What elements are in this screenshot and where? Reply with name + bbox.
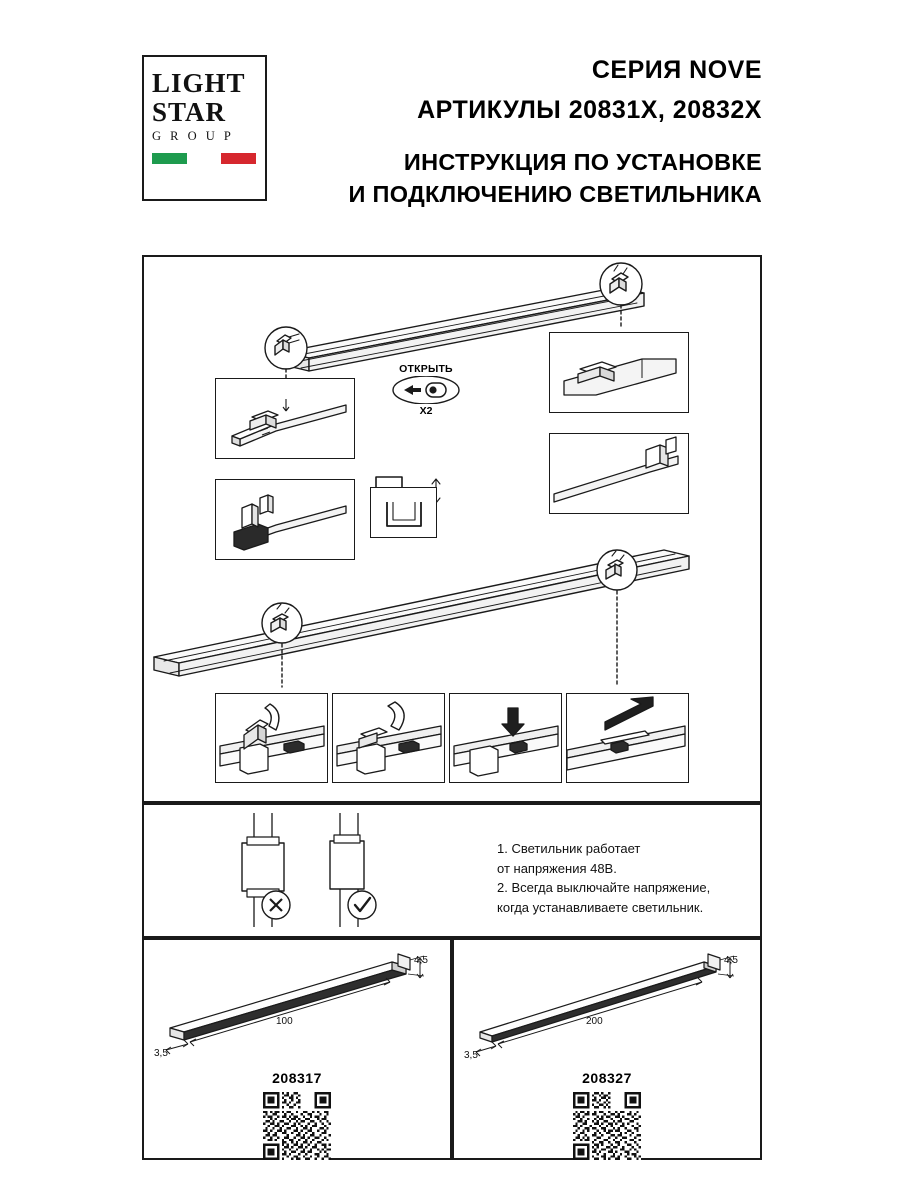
dim-length-208317: 100 [276, 1016, 293, 1027]
open-badge [390, 363, 462, 425]
note-line-1: 1. Светильник работает [497, 841, 641, 856]
series-title: СЕРИЯ NOVE [591, 56, 762, 84]
detail-box-insert-right [549, 332, 689, 413]
open-badge-count: X2 [419, 405, 433, 417]
product-code-208327: 208327 [582, 1070, 632, 1086]
note-line-3: 2. Всегда выключайте напряжение, [497, 880, 711, 895]
callout-left-middle [262, 603, 302, 643]
detail-box-step-3 [449, 693, 562, 783]
profile-shape-right [460, 429, 527, 480]
logo-line-2: STAR [152, 97, 227, 128]
note-line-2: от напряжения 48В. [497, 860, 617, 876]
detail-box-insert-left [215, 378, 355, 459]
logo-group-text: G R O U P [152, 129, 234, 144]
dim-height-208317: 4,5 [414, 955, 428, 966]
qr-code-208317 [263, 1092, 331, 1160]
open-arrow-icon [390, 376, 462, 404]
logo-line-1: LIGHT [152, 68, 246, 98]
dim-width-208317: 3,5 [154, 1048, 168, 1059]
dim-width-208327: 3,5 [464, 1050, 478, 1061]
detail-box-step-2 [332, 693, 445, 783]
header [142, 55, 762, 205]
callout-right-top [600, 263, 642, 305]
callout-right-middle [597, 550, 637, 590]
wrong-orientation-icon [242, 813, 290, 927]
safety-notes-text [497, 839, 752, 917]
instruction-title-line2: И ПОДКЛЮЧЕНИЮ СВЕТИЛЬНИКА [348, 180, 762, 207]
detail-box-step-1 [215, 693, 328, 783]
product-code-208317: 208317 [272, 1070, 322, 1086]
correct-orientation-icon [330, 813, 376, 927]
article-numbers: АРТИКУЛЫ 20831X, 20832X [417, 96, 762, 125]
note-line-4: когда устанавливаете светильник. [497, 899, 704, 915]
detail-box-insert-right-2 [549, 433, 689, 514]
italy-flag-icon [152, 153, 256, 164]
dim-height-208327: 4,5 [724, 955, 738, 966]
detail-box-insert-left-2 [215, 479, 355, 560]
brand-logo [142, 55, 267, 201]
qr-code-208327 [573, 1092, 641, 1160]
detail-box-profile-left [370, 487, 437, 538]
detail-box-step-4 [566, 693, 689, 783]
callout-left-top [265, 327, 307, 369]
installation-diagram-panel [142, 255, 762, 803]
dim-length-208327: 200 [586, 1016, 603, 1027]
open-badge-label: ОТКРЫТЬ [399, 363, 453, 375]
title-block [342, 55, 762, 209]
instruction-title-line1: ИНСТРУКЦИЯ ПО УСТАНОВКЕ [403, 148, 762, 175]
